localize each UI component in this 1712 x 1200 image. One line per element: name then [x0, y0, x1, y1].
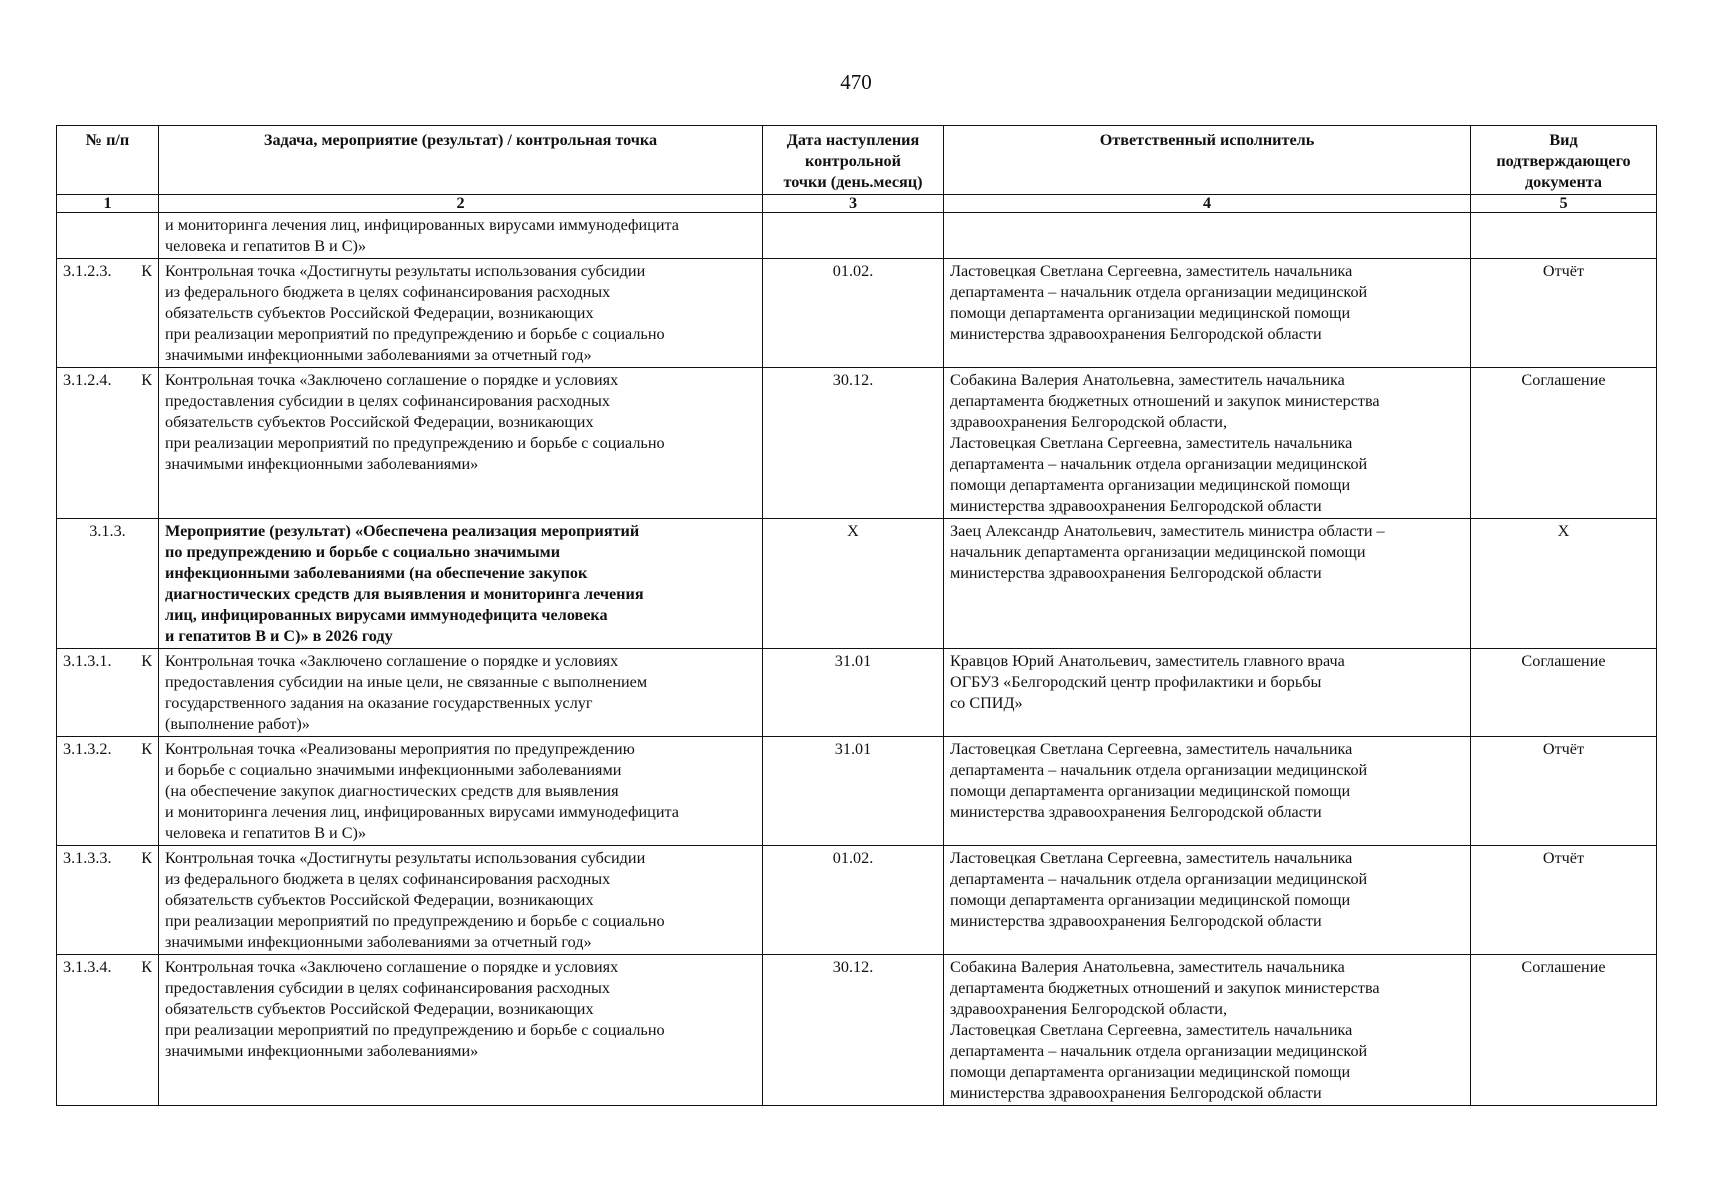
column-number: 4 — [944, 195, 1471, 213]
row-number: 3.1.2.3. — [63, 262, 112, 280]
task-line: Контрольная точка «Достигнуты результаты использования субсидии — [165, 849, 646, 867]
executor-line: помощи департамента организации медицинской помощи — [950, 782, 1351, 800]
row-number-cell — [57, 737, 159, 846]
row-number-cell — [57, 213, 159, 259]
task-line: обязательств субъектов Российской Федерации, возникающих — [165, 304, 594, 322]
executor-line: департамента – начальник отдела организации медицинской — [950, 761, 1368, 779]
document-type: Отчёт — [1471, 737, 1657, 846]
task-line: (выполнение работ)» — [165, 715, 310, 733]
executor-line: помощи департамента организации медицинской помощи — [950, 891, 1351, 909]
row-number: 3.1.2.4. — [63, 371, 112, 389]
row-number-cell — [57, 519, 159, 649]
executor-line: министерства здравоохранения Белгородской области — [950, 497, 1322, 515]
task-line: человека и гепатитов В и С)» — [165, 824, 367, 842]
task-cell — [159, 955, 763, 1106]
table-row — [57, 846, 1657, 955]
table-header-row — [57, 126, 1657, 195]
executor-line: помощи департамента организации медицинской помощи — [950, 304, 1351, 322]
table-row — [57, 213, 1657, 259]
row-number-cell — [57, 955, 159, 1106]
task-line: человека и гепатитов В и С)» — [165, 237, 367, 255]
task-line: и мониторинга лечения лиц, инфицированных вирусами иммунодефицита — [165, 216, 679, 234]
table-row — [57, 519, 1657, 649]
executor-cell — [944, 846, 1471, 955]
task-line: Контрольная точка «Реализованы мероприятия по предупреждению — [165, 740, 635, 758]
executor-cell — [944, 259, 1471, 368]
executor-line: начальник департамента организации медицинской помощи — [950, 543, 1366, 561]
task-line: значимыми инфекционными заболеваниями» — [165, 1042, 479, 1060]
executor-cell — [944, 213, 1471, 259]
executor-line: департамента – начальник отдела организации медицинской — [950, 1042, 1368, 1060]
executor-cell — [944, 649, 1471, 737]
control-point-marker: К — [141, 740, 152, 758]
task-line: из федерального бюджета в целях софинансирования расходных — [165, 283, 611, 301]
executor-line: департамента – начальник отдела организации медицинской — [950, 870, 1368, 888]
table-row — [57, 737, 1657, 846]
task-line: значимыми инфекционными заболеваниями за отчетный год» — [165, 346, 592, 364]
executor-cell — [944, 955, 1471, 1106]
task-line: и борьбе с социально значимыми инфекционными заболеваниями — [165, 761, 622, 779]
control-point-marker: К — [141, 652, 152, 670]
column-number: 3 — [763, 195, 944, 213]
executor-cell — [944, 519, 1471, 649]
row-number-cell — [57, 846, 159, 955]
task-line: значимыми инфекционными заболеваниями за отчетный год» — [165, 933, 592, 951]
control-point-marker: К — [141, 262, 152, 280]
header-doc-line: документа — [1524, 173, 1603, 191]
executor-line: помощи департамента организации медицинской помощи — [950, 476, 1351, 494]
document-type: Х — [1471, 519, 1657, 649]
task-line: Мероприятие (результат) «Обеспечена реализация мероприятий — [165, 522, 640, 540]
row-number-cell — [57, 259, 159, 368]
executor-line: Собакина Валерия Анатольевна, заместитель начальника — [950, 371, 1345, 389]
task-line: (на обеспечение закупок диагностических средств для выявления — [165, 782, 619, 800]
document-type — [1471, 213, 1657, 259]
control-date: Х — [763, 519, 944, 649]
control-date: 31.01 — [763, 649, 944, 737]
task-line: Контрольная точка «Заключено соглашение о порядке и условиях — [165, 371, 619, 389]
executor-line: Ластовецкая Светлана Сергеевна, заместитель начальника — [950, 849, 1353, 867]
executor-line: Ластовецкая Светлана Сергеевна, заместитель начальника — [950, 434, 1353, 452]
executor-line: со СПИД» — [950, 694, 1023, 712]
task-line: и гепатитов В и С)» в 2026 году — [165, 627, 393, 645]
task-line: из федерального бюджета в целях софинансирования расходных — [165, 870, 611, 888]
control-date: 30.12. — [763, 368, 944, 519]
executor-cell — [944, 737, 1471, 846]
row-number-cell — [57, 368, 159, 519]
task-line: предоставления субсидии в целях софинансирования расходных — [165, 392, 610, 410]
executor-line: помощи департамента организации медицинской помощи — [950, 1063, 1351, 1081]
header-num: № п/п — [57, 126, 159, 195]
task-cell — [159, 259, 763, 368]
executor-line: Кравцов Юрий Анатольевич, заместитель главного врача — [950, 652, 1345, 670]
task-line: при реализации мероприятий по предупреждению и борьбе с социально — [165, 912, 665, 930]
task-line: при реализации мероприятий по предупреждению и борьбе с социально — [165, 434, 665, 452]
task-cell — [159, 649, 763, 737]
task-line: Контрольная точка «Заключено соглашение о порядке и условиях — [165, 958, 619, 976]
executor-line: департамента бюджетных отношений и закупок министерства — [950, 979, 1380, 997]
task-line: значимыми инфекционными заболеваниями» — [165, 455, 479, 473]
task-line: обязательств субъектов Российской Федерации, возникающих — [165, 891, 594, 909]
executor-line: департамента – начальник отдела организации медицинской — [950, 455, 1368, 473]
header-executor: Ответственный исполнитель — [944, 126, 1471, 195]
header-doc — [1471, 126, 1657, 195]
executor-line: министерства здравоохранения Белгородской области — [950, 1084, 1322, 1102]
task-cell — [159, 519, 763, 649]
control-date: 01.02. — [763, 846, 944, 955]
header-date-line: точки (день.месяц) — [783, 173, 923, 191]
executor-line: Ластовецкая Светлана Сергеевна, заместитель начальника — [950, 1021, 1353, 1039]
executor-cell — [944, 368, 1471, 519]
task-line: Контрольная точка «Заключено соглашение о порядке и условиях — [165, 652, 619, 670]
executor-line: департамента бюджетных отношений и закупок министерства — [950, 392, 1380, 410]
document-type: Отчёт — [1471, 259, 1657, 368]
executor-line: департамента – начальник отдела организации медицинской — [950, 283, 1368, 301]
row-number-cell — [57, 649, 159, 737]
document-type: Соглашение — [1471, 368, 1657, 519]
row-number: 3.1.3.3. — [63, 849, 112, 867]
executor-line: здравоохранения Белгородской области, — [950, 413, 1228, 431]
control-date: 01.02. — [763, 259, 944, 368]
task-line: обязательств субъектов Российской Федерации, возникающих — [165, 413, 594, 431]
task-line: по предупреждению и борьбе с социально значимыми — [165, 543, 561, 561]
control-points-table — [56, 125, 1657, 1106]
row-number: 3.1.3.1. — [63, 652, 112, 670]
task-line: при реализации мероприятий по предупреждению и борьбе с социально — [165, 1021, 665, 1039]
executor-line: Ластовецкая Светлана Сергеевна, заместитель начальника — [950, 262, 1353, 280]
task-line: и мониторинга лечения лиц, инфицированных вирусами иммунодефицита — [165, 803, 679, 821]
table-row — [57, 368, 1657, 519]
executor-line: ОГБУЗ «Белгородский центр профилактики и борьбы — [950, 673, 1322, 691]
control-date: 31.01 — [763, 737, 944, 846]
task-line: предоставления субсидии на иные цели, не связанные с выполнением — [165, 673, 648, 691]
task-cell — [159, 368, 763, 519]
control-point-marker: К — [141, 849, 152, 867]
column-number: 1 — [57, 195, 159, 213]
task-line: предоставления субсидии в целях софинансирования расходных — [165, 979, 610, 997]
task-line: инфекционными заболеваниями (на обеспечение закупок — [165, 564, 588, 582]
table-body — [57, 213, 1657, 1106]
control-point-marker: К — [141, 958, 152, 976]
table-row — [57, 955, 1657, 1106]
header-doc-line: подтверждающего — [1496, 152, 1631, 170]
page-number: 470 — [840, 70, 872, 94]
task-line: диагностических средств для выявления и мониторинга лечения — [165, 585, 644, 603]
table-row — [57, 649, 1657, 737]
control-point-marker: К — [141, 371, 152, 389]
executor-line: министерства здравоохранения Белгородской области — [950, 803, 1322, 821]
executor-line: здравоохранения Белгородской области, — [950, 1000, 1228, 1018]
row-number: 3.1.3. — [89, 522, 126, 540]
column-number: 5 — [1471, 195, 1657, 213]
task-cell — [159, 846, 763, 955]
executor-line: министерства здравоохранения Белгородской области — [950, 564, 1322, 582]
control-date — [763, 213, 944, 259]
executor-line: министерства здравоохранения Белгородской области — [950, 912, 1322, 930]
task-line: лиц, инфицированных вирусами иммунодефицита человека — [165, 606, 608, 624]
executor-line: министерства здравоохранения Белгородской области — [950, 325, 1322, 343]
control-date: 30.12. — [763, 955, 944, 1106]
header-date — [763, 126, 944, 195]
document-type: Соглашение — [1471, 649, 1657, 737]
header-date-line: контрольной — [805, 152, 901, 170]
task-line: государственного задания на оказание государственных услуг — [165, 694, 593, 712]
row-number: 3.1.3.2. — [63, 740, 112, 758]
header-date-line: Дата наступления — [786, 131, 920, 149]
executor-line: Ластовецкая Светлана Сергеевна, заместитель начальника — [950, 740, 1353, 758]
column-numbers-row — [57, 195, 1657, 213]
table-row — [57, 259, 1657, 368]
header-doc-line: Вид — [1549, 131, 1578, 149]
document-type: Соглашение — [1471, 955, 1657, 1106]
task-cell — [159, 737, 763, 846]
task-line: при реализации мероприятий по предупреждению и борьбе с социально — [165, 325, 665, 343]
header-task: Задача, мероприятие (результат) / контрольная точка — [159, 126, 763, 195]
executor-line: Собакина Валерия Анатольевна, заместитель начальника — [950, 958, 1345, 976]
task-line: Контрольная точка «Достигнуты результаты использования субсидии — [165, 262, 646, 280]
document-type: Отчёт — [1471, 846, 1657, 955]
column-number: 2 — [159, 195, 763, 213]
task-line: обязательств субъектов Российской Федерации, возникающих — [165, 1000, 594, 1018]
row-number: 3.1.3.4. — [63, 958, 112, 976]
executor-line: Заец Александр Анатольевич, заместитель министра области – — [950, 522, 1385, 540]
task-cell — [159, 213, 763, 259]
